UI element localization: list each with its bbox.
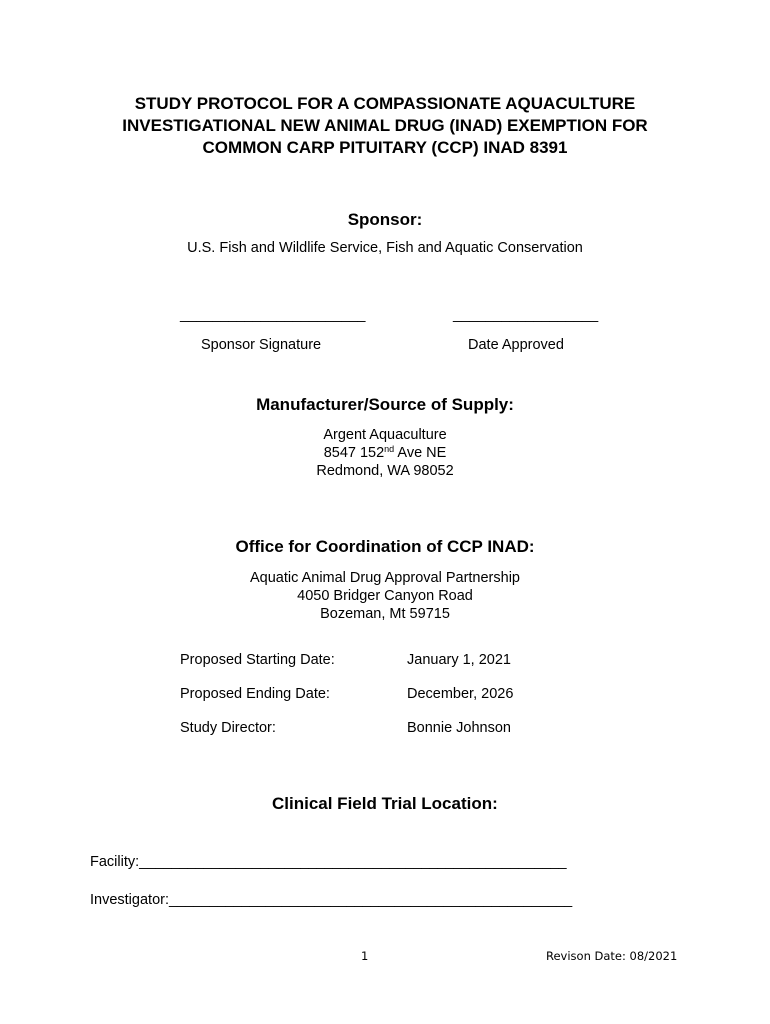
office-address [0, 569, 770, 623]
title-line-1: STUDY PROTOCOL FOR A COMPASSIONATE AQUACULTURE [134, 94, 636, 113]
date-approved-label: Date Approved [468, 337, 564, 353]
manufacturer-address [0, 426, 770, 480]
sponsor-signature-line[interactable]: _______________________ [180, 307, 366, 323]
office-street: 4050 Bridger Canyon Road [297, 588, 473, 604]
office-city: Bozeman, Mt 59715 [320, 606, 450, 622]
revision-date: Revison Date: 08/2021 [546, 949, 678, 963]
title-line-2: INVESTIGATIONAL NEW ANIMAL DRUG (INAD) EXEMPTION FOR [122, 116, 648, 135]
study-director-label: Study Director: [180, 720, 276, 736]
office-heading: Office for Coordination of CCP INAD: [235, 537, 535, 556]
trial-location-heading: Clinical Field Trial Location: [272, 794, 498, 813]
investigator-field[interactable]: Investigator:__________________________________________________ [90, 892, 573, 908]
office-name: Aquatic Animal Drug Approval Partnership [249, 570, 520, 586]
title-line-3: COMMON CARP PITUITARY (CCP) INAD 8391 [202, 138, 568, 157]
manufacturer-city: Redmond, WA 98052 [316, 463, 454, 479]
end-date-label: Proposed Ending Date: [180, 686, 330, 702]
sponsor-signature-label: Sponsor Signature [201, 337, 322, 353]
manufacturer-heading: Manufacturer/Source of Supply: [256, 395, 514, 414]
study-director-value: Bonnie Johnson [407, 720, 511, 736]
sponsor-name: U.S. Fish and Wildlife Service, Fish and Aquatic Conservation [187, 240, 583, 256]
manufacturer-name: Argent Aquaculture [323, 427, 447, 443]
date-approved-line[interactable]: __________________ [453, 307, 599, 323]
start-date-value: January 1, 2021 [407, 652, 511, 668]
manufacturer-street: 8547 152nd Ave NE [323, 444, 447, 461]
end-date-value: December, 2026 [407, 686, 514, 702]
document-title [0, 93, 770, 159]
facility-field[interactable]: Facility:_____________________________________________________ [90, 854, 567, 870]
start-date-label: Proposed Starting Date: [180, 652, 335, 668]
sponsor-heading: Sponsor: [347, 210, 423, 229]
page-number: 1 [361, 949, 369, 963]
